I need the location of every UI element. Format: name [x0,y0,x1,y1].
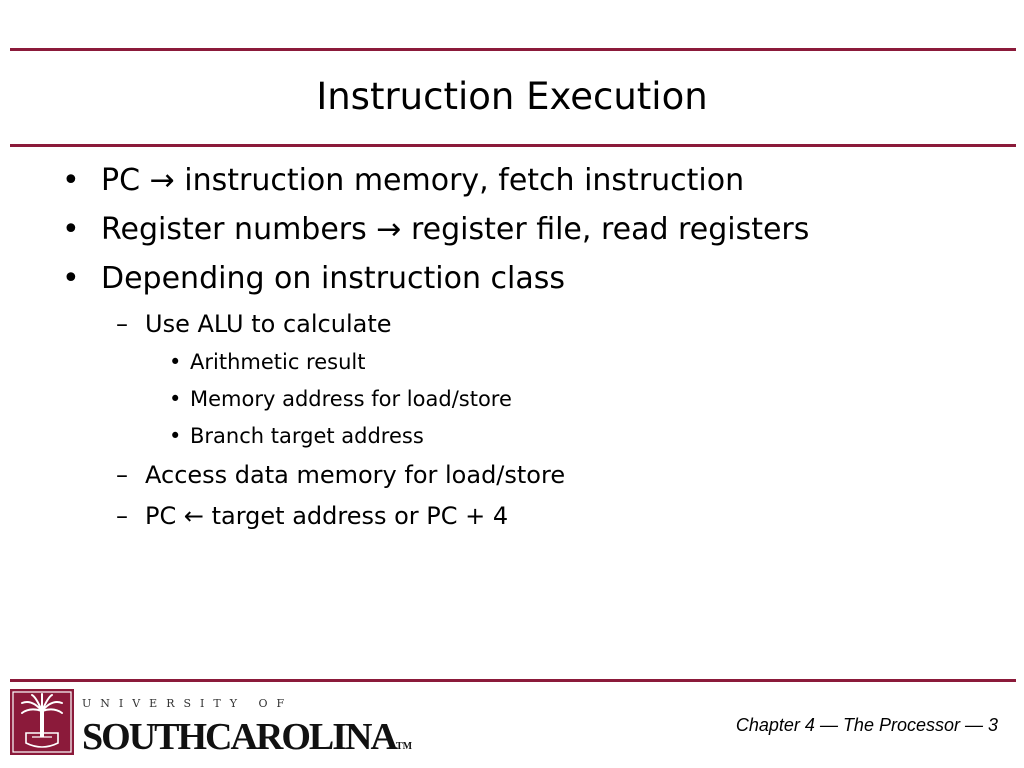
trademark-mark: TM [395,741,413,752]
slide-title: Instruction Execution [316,75,708,118]
university-of-text: UNIVERSITY OF [82,697,294,710]
palmetto-tree-icon [10,689,74,755]
dash-glyph: – [116,461,128,489]
bullet-glyph: • [62,261,80,296]
sub-bullet-data-memory: Access data memory for load/store [145,461,566,489]
university-wordmark [82,689,413,761]
footer-rule [10,679,1016,682]
bullet-register-read: Register numbers → register file, read registers [101,212,810,247]
bullet-glyph: • [169,387,182,411]
dash-glyph: – [116,310,128,338]
university-logo [10,689,413,761]
bullet-pc-fetch: PC → instruction memory, fetch instruction [101,163,745,198]
bullet-instruction-class: Depending on instruction class [101,261,566,296]
south-carolina-label: SOUTHCAROLINA [82,716,396,758]
sub-sub-bullet-memory-address: Memory address for load/store [190,387,512,411]
sub-bullet-alu: Use ALU to calculate [145,310,392,338]
bullet-glyph: • [169,424,182,448]
footer-chapter-label: Chapter 4 — The Processor — 3 [735,715,998,735]
bullet-glyph: • [62,163,80,198]
sub-sub-bullet-branch-target: Branch target address [190,424,424,448]
bullet-glyph: • [169,350,182,374]
sub-bullet-pc-update: PC ← target address or PC + 4 [145,502,509,530]
south-carolina-text [82,715,412,759]
bullet-glyph: • [62,212,80,247]
dash-glyph: – [116,502,128,530]
sub-sub-bullet-arithmetic: Arithmetic result [190,350,366,374]
